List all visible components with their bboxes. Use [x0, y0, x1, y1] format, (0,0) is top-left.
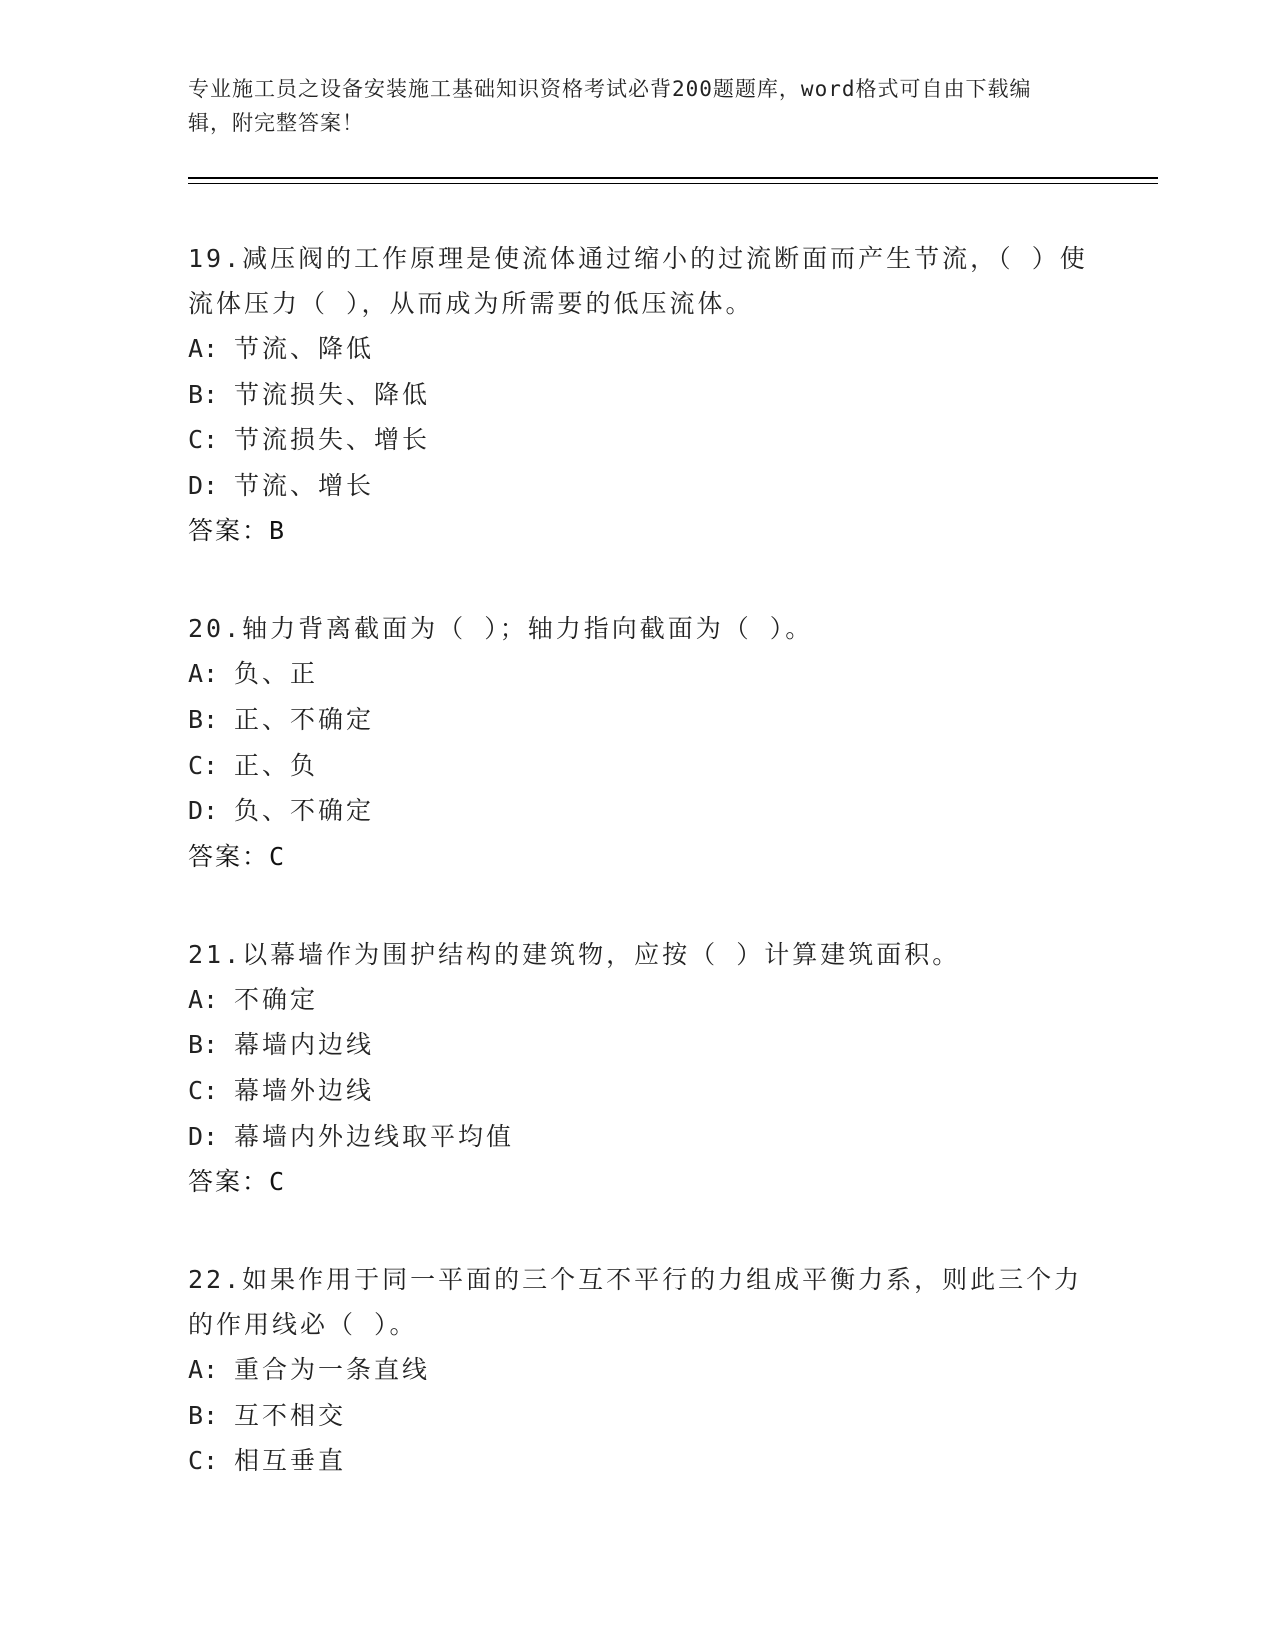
question-21	[188, 932, 1088, 1205]
option-key: A:	[188, 984, 219, 1014]
option-text: 不确定	[234, 984, 319, 1014]
option-text: 负、正	[234, 659, 319, 689]
option-key: C:	[188, 1446, 219, 1476]
option-key: A:	[188, 1355, 219, 1385]
answer-line	[188, 508, 1088, 554]
option-b	[188, 372, 1088, 418]
question-stem: 21.以幕墙作为围护结构的建筑物，应按（ ）计算建筑面积。	[188, 939, 961, 969]
header-divider-thin	[188, 183, 1158, 184]
option-text: 重合为一条直线	[234, 1355, 431, 1385]
answer-label: 答案：	[188, 841, 270, 871]
option-key: B:	[188, 1030, 219, 1060]
answer-value: C	[269, 841, 286, 871]
question-stem: 22.如果作用于同一平面的三个互不平行的力组成平衡力系，则此三个力的作用线必（ ）。	[188, 1265, 1083, 1340]
question-20	[188, 606, 1088, 879]
option-a	[188, 651, 1088, 697]
option-text: 节流损失、降低	[234, 379, 431, 409]
question-19	[188, 236, 1088, 554]
answer-label: 答案：	[188, 1167, 270, 1197]
option-key: B:	[188, 1400, 219, 1430]
option-key: A:	[188, 334, 219, 363]
question-stem: 19.减压阀的工作原理是使流体通过缩小的过流断面而产生节流，（ ）使流体压力（ ），从而成为所需要的低压流体。	[188, 244, 1088, 318]
option-c	[188, 1438, 1088, 1484]
option-key: C:	[188, 750, 219, 780]
answer-line	[188, 834, 1088, 880]
option-text: 节流、增长	[234, 470, 375, 500]
option-key: A:	[188, 659, 219, 689]
option-text: 幕墙内边线	[234, 1030, 375, 1060]
option-text: 正、不确定	[234, 704, 375, 734]
question-list	[188, 236, 1088, 1536]
option-d	[188, 1114, 1088, 1160]
option-a	[188, 326, 1088, 372]
header-divider-thick	[188, 177, 1158, 179]
option-key: D:	[188, 470, 219, 500]
option-key: B:	[188, 379, 219, 409]
answer-value: B	[269, 516, 286, 546]
option-key: C:	[188, 1075, 219, 1105]
option-c	[188, 743, 1088, 789]
answer-line	[188, 1159, 1088, 1205]
option-text: 相互垂直	[234, 1446, 347, 1476]
answer-value: C	[269, 1167, 286, 1197]
option-b	[188, 1393, 1088, 1439]
option-key: D:	[188, 1121, 219, 1151]
option-text: 幕墙外边线	[234, 1075, 375, 1105]
option-c	[188, 1068, 1088, 1114]
option-a	[188, 1347, 1088, 1393]
option-d	[188, 788, 1088, 834]
option-text: 负、不确定	[234, 796, 375, 826]
option-text: 正、负	[234, 750, 319, 780]
question-22	[188, 1257, 1088, 1484]
option-text: 节流、降低	[234, 334, 375, 363]
option-key: B:	[188, 704, 219, 734]
option-key: D:	[188, 796, 219, 826]
option-d	[188, 463, 1088, 509]
option-b	[188, 697, 1088, 743]
option-text: 互不相交	[234, 1400, 347, 1430]
document-header: 专业施工员之设备安装施工基础知识资格考试必背200题题库，word格式可自由下载编辑，附完整答案！	[188, 77, 1032, 135]
option-b	[188, 1022, 1088, 1068]
option-a	[188, 977, 1088, 1023]
option-text: 幕墙内外边线取平均值	[234, 1121, 515, 1151]
option-c	[188, 417, 1088, 463]
option-text: 节流损失、增长	[234, 425, 431, 455]
answer-label: 答案：	[188, 516, 270, 546]
question-stem: 20.轴力背离截面为（ ）；轴力指向截面为（ ）。	[188, 614, 814, 644]
option-key: C:	[188, 425, 219, 455]
